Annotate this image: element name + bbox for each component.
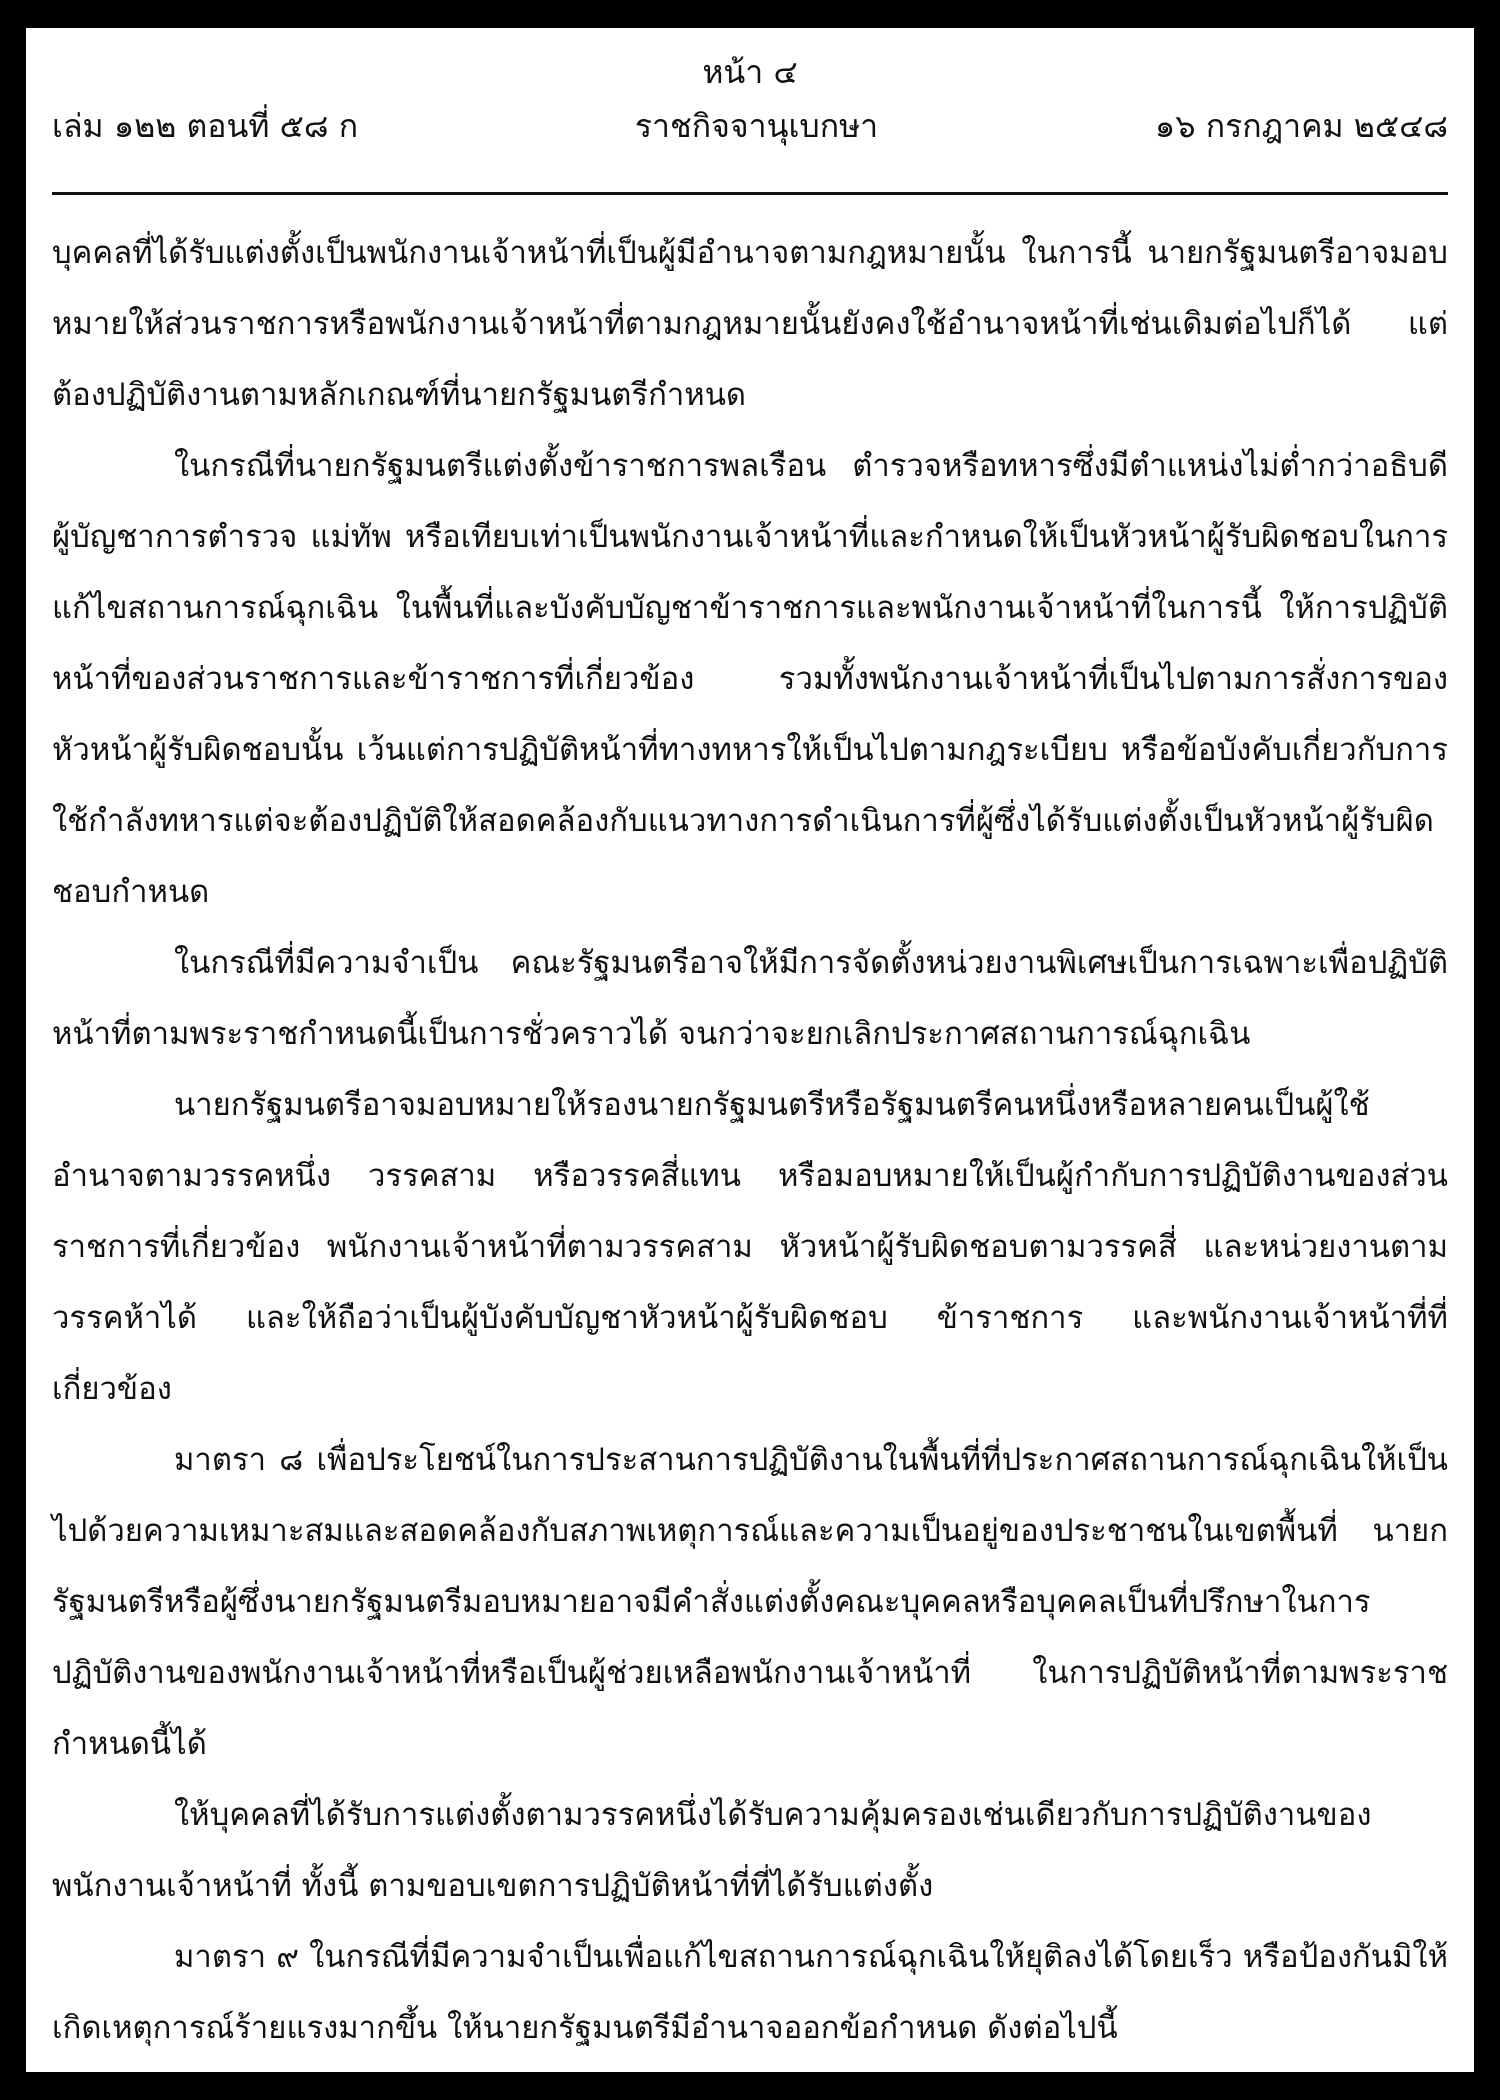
gazette-page [26, 28, 1474, 2072]
page-number: หน้า ๔ [702, 53, 798, 91]
page-header [52, 48, 1448, 196]
paragraph: ในกรณีที่นายกรัฐมนตรีแต่งตั้งข้าราชการพลเรือน ตำรวจหรือทหารซึ่งมีตำแหน่งไม่ต่ำกว่าอธิบดี ผู้บัญชาการตำรวจ แม่ทัพ หรือเทียบเท่าเป็นพนักงานเจ้าหน้าที่และกำหนดให้เป็นหัวหน้าผู้รับผิดชอบในการแก้ไขสถานการณ์ฉุกเฉิน ในพื้นที่และบังคับบัญชาข้าราชการและพนักงานเจ้าหน้าที่ในการนี้ ให้การปฏิบัติหน้าที่ของส่วนราชการและข้าราชการที่เกี่ยวข้อง รวมทั้งพนักงานเจ้าหน้าที่เป็นไปตามการสั่งการของหัวหน้าผู้รับผิดชอบนั้น เว้นแต่การปฏิบัติหน้าที่ทางทหารให้เป็นไปตามกฎระเบียบ หรือข้อบังคับเกี่ยวกับการใช้กำลังทหารแต่จะต้องปฏิบัติให้สอดคล้องกับแนวทางการดำเนินการที่ผู้ซึ่งได้รับแต่งตั้งเป็นหัวหน้าผู้รับผิดชอบกำหนด [52, 448, 1448, 910]
section-8-paragraph: มาตรา ๘ เพื่อประโยชน์ในการประสานการปฏิบัติงานในพื้นที่ที่ประกาศสถานการณ์ฉุกเฉินให้เป็นไปด้วยความเหมาะสมและสอดคล้องกับสภาพเหตุการณ์และความเป็นอยู่ของประชาชนในเขตพื้นที่ นายกรัฐมนตรีหรือผู้ซึ่งนายกรัฐมนตรีมอบหมายอาจมีคำสั่งแต่งตั้งคณะบุคคลหรือบุคคลเป็นที่ปรึกษาในการปฏิบัติงานของพนักงานเจ้าหน้าที่หรือเป็นผู้ช่วยเหลือพนักงานเจ้าหน้าที่ ในการปฏิบัติหน้าที่ตามพระราชกำหนดนี้ได้ [52, 1442, 1448, 1762]
volume-issue: เล่ม ๑๒๒ ตอนที่ ๕๘ ก [52, 107, 359, 145]
paragraph: ให้บุคคลที่ได้รับการแต่งตั้งตามวรรคหนึ่งได้รับความคุ้มครองเช่นเดียวกับการปฏิบัติงานของพนักงานเจ้าหน้าที่ ทั้งนี้ ตามขอบเขตการปฏิบัติหน้าที่ที่ได้รับแต่งตั้ง [52, 1797, 1372, 1904]
document-body [52, 218, 1448, 2064]
header-row [52, 102, 1448, 150]
header-divider [52, 192, 1448, 195]
publication-date: ๑๖ กรกฎาคม ๒๕๔๘ [1154, 107, 1448, 145]
paragraph: ในกรณีที่มีความจำเป็น คณะรัฐมนตรีอาจให้มีการจัดตั้งหน่วยงานพิเศษเป็นการเฉพาะเพื่อปฏิบัติหน้าที่ตามพระราชกำหนดนี้เป็นการชั่วคราวได้ จนกว่าจะยกเลิกประกาศสถานการณ์ฉุกเฉิน [52, 945, 1448, 1052]
publication-title: ราชกิจจานุเบกษา [634, 107, 879, 145]
section-9-paragraph: มาตรา ๙ ในกรณีที่มีความจำเป็นเพื่อแก้ไขสถานการณ์ฉุกเฉินให้ยุติลงได้โดยเร็ว หรือป้องกันมิให้เกิดเหตุการณ์ร้ายแรงมากขึ้น ให้นายกรัฐมนตรีมีอำนาจออกข้อกำหนด ดังต่อไปนี้ [52, 1939, 1448, 2046]
paragraph-continuation: บุคคลที่ได้รับแต่งตั้งเป็นพนักงานเจ้าหน้าที่เป็นผู้มีอำนาจตามกฎหมายนั้น ในการนี้ นายกรัฐมนตรีอาจมอบหมายให้ส่วนราชการหรือพนักงานเจ้าหน้าที่ตามกฎหมายนั้นยังคงใช้อำนาจหน้าที่เช่นเดิมต่อไปก็ได้ แต่ต้องปฏิบัติงานตามหลักเกณฑ์ที่นายกรัฐมนตรีกำหนด [52, 235, 1448, 413]
paragraph: นายกรัฐมนตรีอาจมอบหมายให้รองนายกรัฐมนตรีหรือรัฐมนตรีคนหนึ่งหรือหลายคนเป็นผู้ใช้อำนาจตามวรรคหนึ่ง วรรคสาม หรือวรรคสี่แทน หรือมอบหมายให้เป็นผู้กำกับการปฏิบัติงานของส่วนราชการที่เกี่ยวข้อง พนักงานเจ้าหน้าที่ตามวรรคสาม หัวหน้าผู้รับผิดชอบตามวรรคสี่ และหน่วยงานตามวรรคห้าได้ และให้ถือว่าเป็นผู้บังคับบัญชาหัวหน้าผู้รับผิดชอบ ข้าราชการ และพนักงานเจ้าหน้าที่ที่เกี่ยวข้อง [52, 1087, 1448, 1407]
